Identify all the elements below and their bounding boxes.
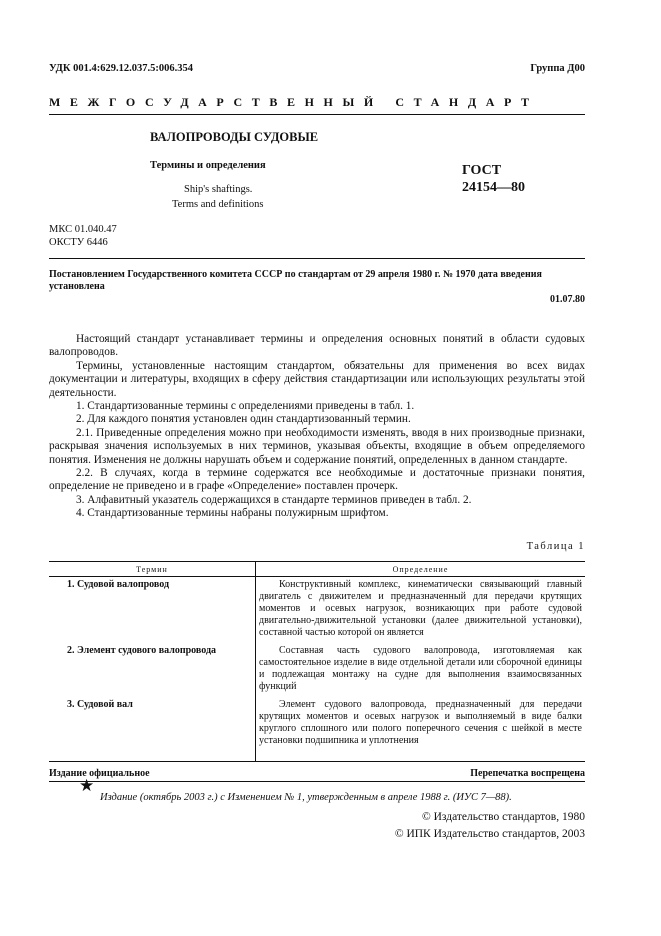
definition-cell: Составная часть судового валопровода, изготовляемая как самостоятельное изделие в виде отдельной детали или сборочной единицы и подлежащая монтажу на судне для выполнения взаимосвязанных функций — [259, 645, 582, 692]
paragraph: Настоящий стандарт устанавливает термины и определения основных понятий в области судовых валопроводов. — [49, 333, 585, 359]
mks-code: МКС 01.040.47 — [49, 224, 117, 235]
paragraph: 4. Стандартизованные термины набраны полужирным шрифтом. — [76, 507, 389, 520]
gost-label: ГОСТ — [462, 163, 502, 178]
reprint-prohibited-label: Перепечатка воспрещена — [470, 768, 585, 779]
official-edition-label: Издание официальное — [49, 768, 150, 779]
paragraph: 2.2. В случаях, когда в термине содержатся все необходимые и достаточные признаки понятия, определение не приведено и в графе «Определение» поставлен прочерк. — [49, 467, 585, 493]
classification-divider — [49, 258, 585, 259]
term-number: 2. — [67, 645, 75, 656]
copyright-2003: © ИПК Издательство стандартов, 2003 — [394, 828, 585, 840]
term-cell — [49, 577, 256, 644]
okstu-code: ОКСТУ 6446 — [49, 237, 108, 248]
gost-designation — [462, 162, 525, 196]
english-title-line2: Terms and definitions — [172, 199, 264, 210]
group-code: Группа Д00 — [530, 63, 585, 74]
term-number: 1. — [67, 579, 75, 590]
english-title-line1: Ship's shaftings. — [184, 184, 253, 195]
document-title: ВАЛОПРОВОДЫ СУДОВЫЕ — [150, 130, 319, 144]
table-row — [49, 697, 585, 762]
table-caption: Таблица 1 — [526, 541, 585, 552]
introduction-date: 01.07.80 — [550, 294, 585, 305]
header-divider — [49, 114, 585, 115]
paragraph: 1. Стандартизованные термины с определениями приведены в табл. 1. — [76, 400, 415, 413]
term-number: 3. — [67, 699, 75, 710]
table-header-row — [49, 562, 585, 577]
decree-text: Постановлением Государственного комитета СССР по стандартам от 29 апреля 1980 г. № 1970 дата введения установлена — [49, 269, 542, 292]
copyright-1980: © Издательство стандартов, 1980 — [421, 811, 585, 823]
udk-code: УДК 001.4:629.12.037.5:006.354 — [49, 63, 193, 74]
paragraph: 2. Для каждого понятия установлен один стандартизованный термин. — [76, 413, 411, 426]
term-name: Судовой валопровод — [77, 579, 170, 590]
standard-type-heading: МЕЖГОСУДАРСТВЕННЫЙ СТАНДАРТ — [49, 95, 539, 109]
term-cell — [49, 697, 256, 762]
edition-note: Издание (октябрь 2003 г.) с Изменением № 1, утвержденным в апреле 1988 г. (ИУС 7—88). — [100, 792, 512, 803]
term-name: Судовой вал — [77, 699, 133, 710]
gost-number: 24154—80 — [462, 180, 525, 195]
classification-codes — [49, 223, 117, 249]
table-row — [49, 643, 585, 697]
paragraph: 3. Алфавитный указатель содержащихся в стандарте терминов приведен в табл. 2. — [76, 493, 472, 506]
paragraph: 2.1. Приведенные определения можно при необходимости изменять, вводя в них производные признаки, раскрывая значения используемых в них терминов, указывая объекты, входящие в объем определяемого понятия. Изменения не должны нарушать объем и содержание понятий, определенных в данном стандарте. — [49, 426, 585, 466]
definition-cell: Элемент судового валопровода, предназначенный для передачи крутящих моментов и осевых нагрузок и выполняемый в виде балки круглого сплошного или полого поперечного сечения с шейкой в месте установки подшипника и уплотнения — [256, 697, 586, 762]
table-row — [49, 577, 585, 644]
star-icon: ★ — [79, 776, 95, 795]
paragraph: Термины, установленные настоящим стандартом, обязательны для применения во всех видах документации и литературы, входящих в сферу действия стандартизации или использующих результаты этой деятельности. — [49, 359, 585, 399]
term-name: Элемент судового валопровода — [77, 645, 217, 656]
body-text — [49, 333, 585, 521]
term-cell — [49, 643, 256, 697]
terms-table — [49, 561, 585, 762]
column-header-term: Термин — [49, 562, 256, 577]
document-subtitle: Термины и определения — [150, 160, 266, 171]
footer-divider — [49, 781, 585, 782]
column-header-definition: Определение — [256, 562, 586, 577]
definition-cell: Конструктивный комплекс, кинематически связывающий главный двигатель с движителем и предназначенный для передачи крутящих моментов и осевых нагрузок, возникающих при работе судовой двигательно-движительной установки (далее движительной установки), составной частью которой он является — [259, 579, 582, 638]
